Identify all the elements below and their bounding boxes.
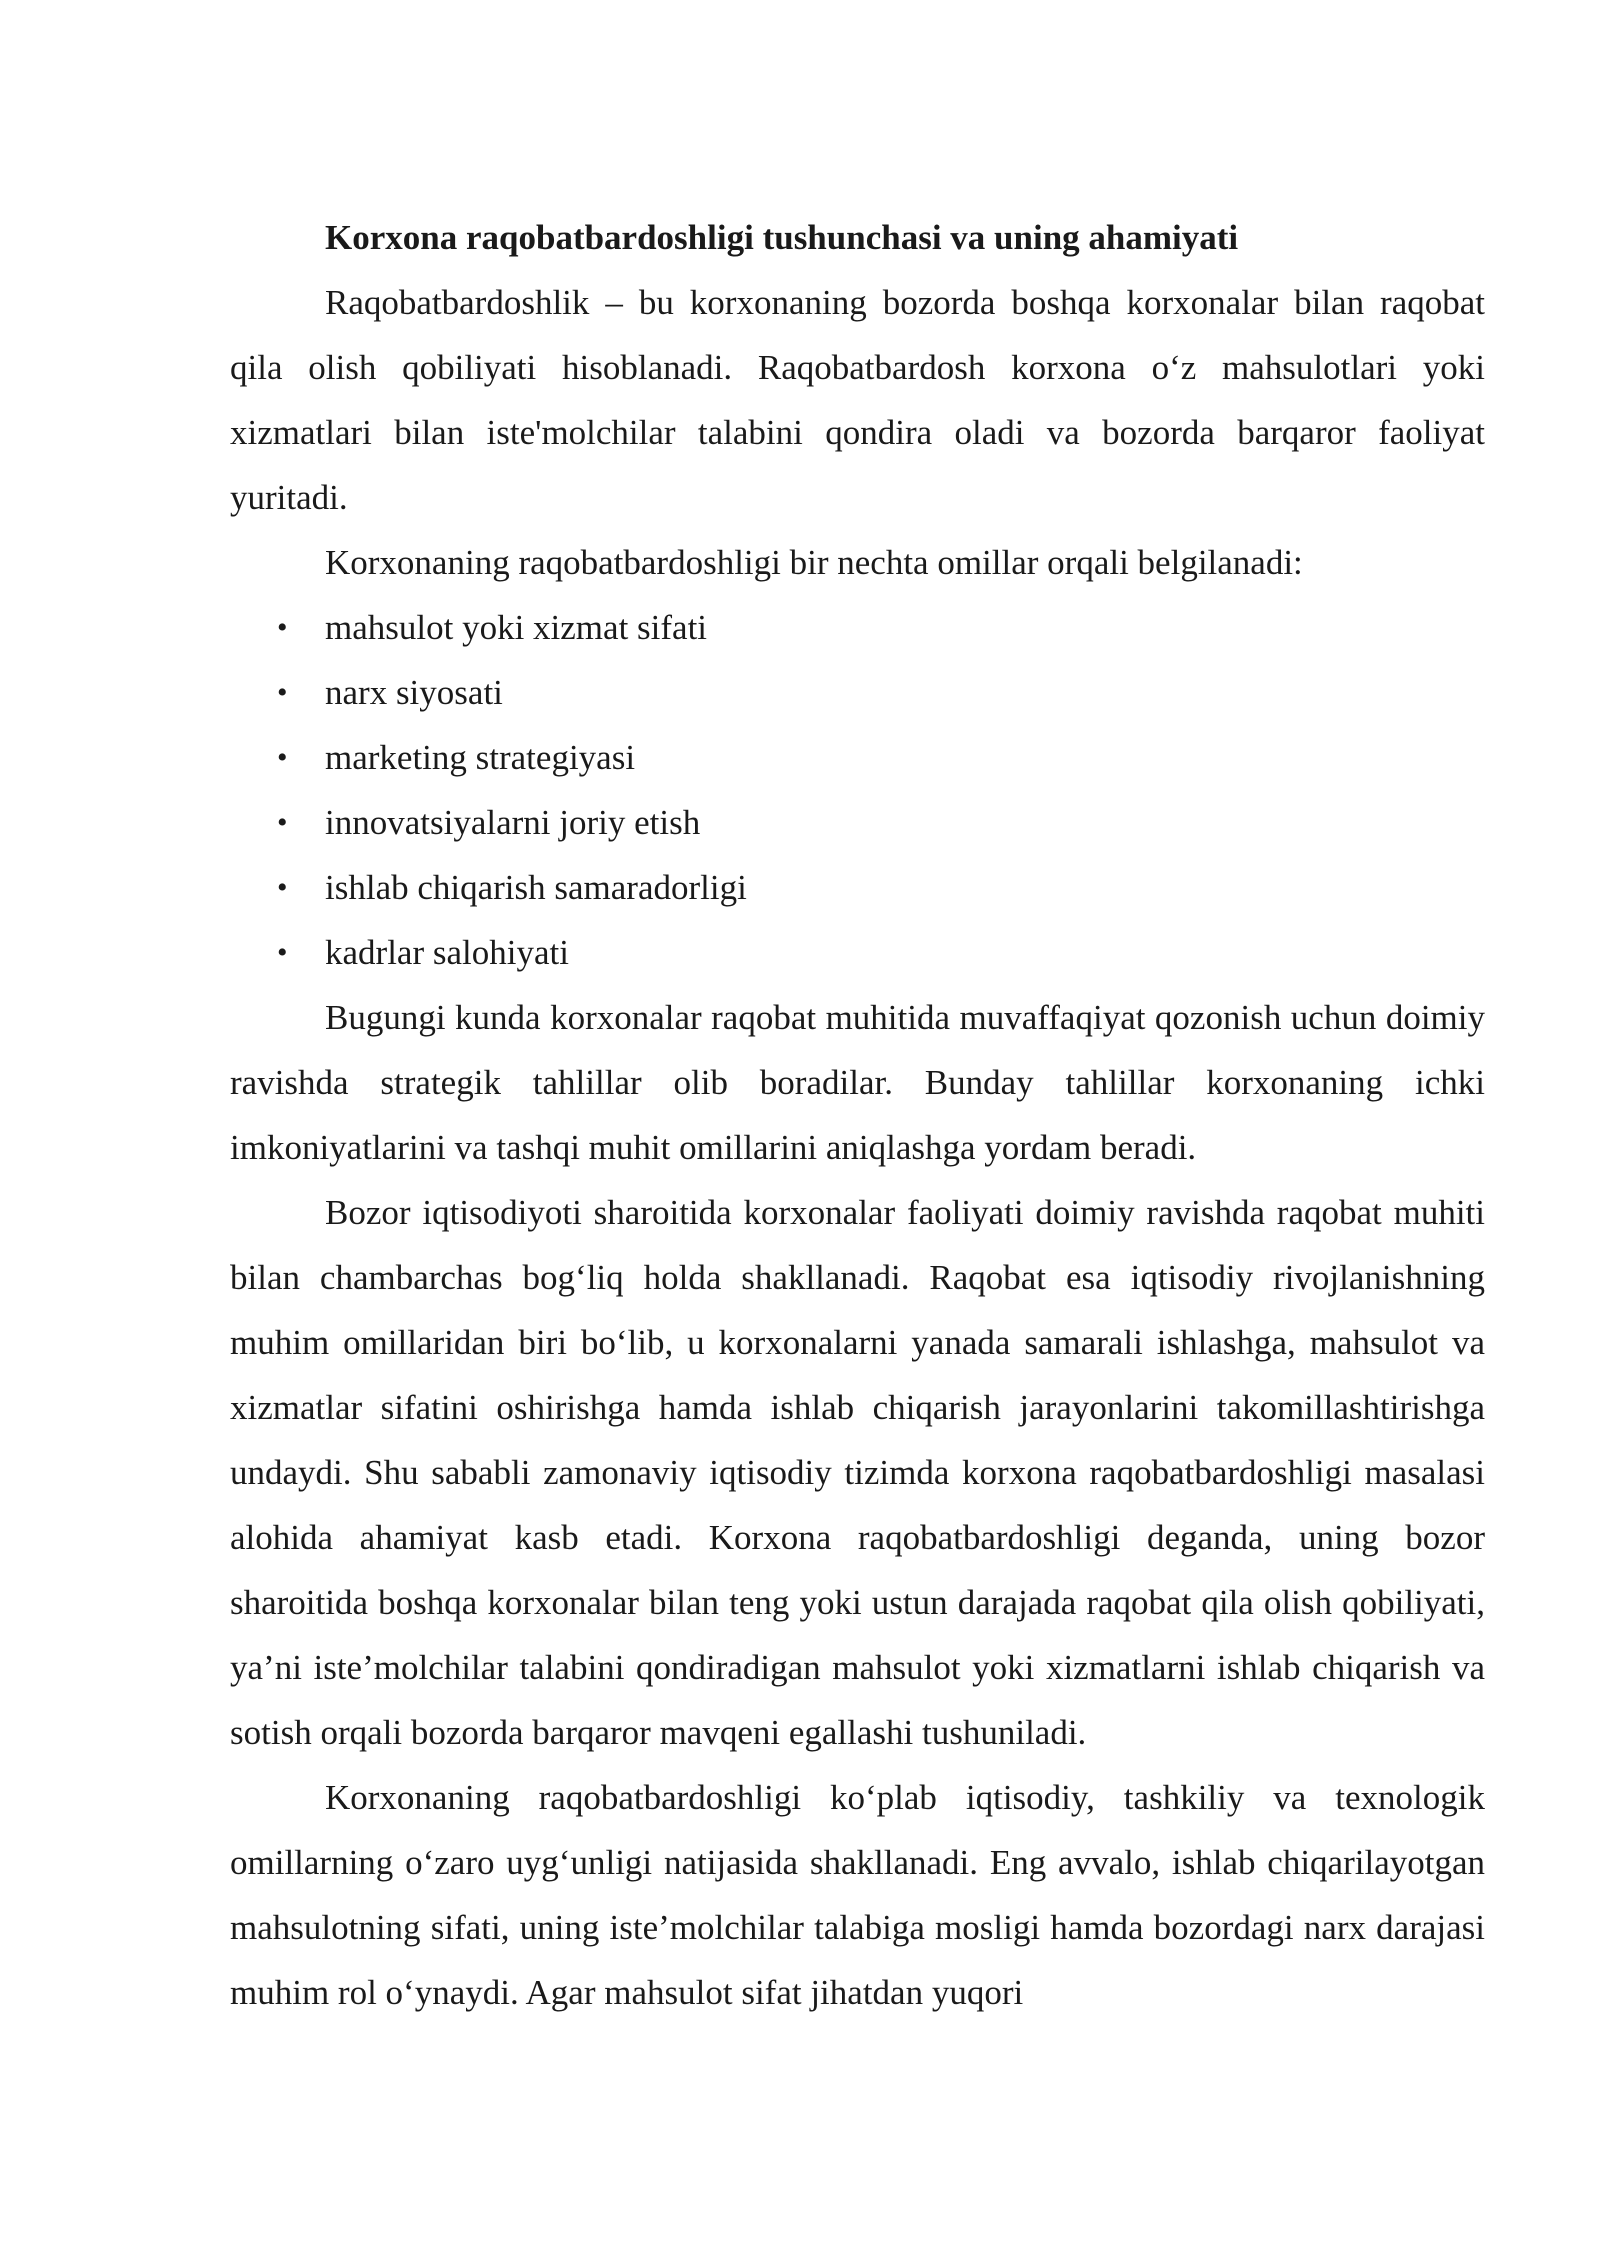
paragraph-market-economy: Bozor iqtisodiyoti sharoitida korxonalar faoliyati doimiy ravishda raqobat muhiti bilan chambarchas bog‘liq holda shakllanadi. Raqobat esa iqtisodiy rivojlanishning muhim omillaridan biri bo‘lib, u korxonalarni yanada samarali ishlashga, mahsulot va xizmatlar sifatini oshirishga hamda ishlab chiqarish jarayonlarini takomillashtirishga undaydi. Shu sababli zamonaviy iqtisodiy tizimda korxona raqobatbardoshligi masalasi alohida ahamiyat kasb etadi. Korxona raqobatbardoshligi deganda, uning bozor sharoitida boshqa korxonalar bilan teng yoki ustun darajada raqobat qila olish qobiliyati, ya’ni iste’molchilar talabini qondiradigan mahsulot yoki xizmatlarni ishlab chiqarish va sotish orqali bozorda barqaror mavqeni egallashi tushuniladi. (230, 1193, 1485, 1752)
bullet-icon: • (277, 806, 288, 839)
bullet-icon: • (277, 741, 288, 774)
list-item (230, 660, 1485, 725)
paragraph-definition: Raqobatbardoshlik – bu korxonaning bozorda boshqa korxonalar bilan raqobat qila olish qobiliyati hisoblanadi. Raqobatbardosh korxona o‘z mahsulotlari yoki xizmatlari bilan iste'molchilar talabini qondira oladi va bozorda barqaror faoliyat yuritadi. (230, 283, 1485, 517)
bullet-icon: • (277, 936, 288, 969)
list-item-text: ishlab chiqarish samaradorligi (325, 868, 747, 907)
factors-list (230, 595, 1485, 985)
list-item (230, 920, 1485, 985)
paragraph-factors-intro: Korxonaning raqobatbardoshligi bir nechta omillar orqali belgilanadi: (325, 543, 1303, 582)
document-page (230, 205, 1485, 2025)
list-item (230, 725, 1485, 790)
bullet-icon: • (277, 676, 288, 709)
bullet-icon: • (277, 871, 288, 904)
list-item (230, 595, 1485, 660)
list-item-text: mahsulot yoki xizmat sifati (325, 608, 708, 647)
paragraph-strategic-analysis: Bugungi kunda korxonalar raqobat muhitida muvaffaqiyat qozonish uchun doimiy ravishda strategik tahlillar olib boradilar. Bunday tahlillar korxonaning ichki imkoniyatlarini va tashqi muhit omillarini aniqlashga yordam beradi. (230, 998, 1485, 1167)
list-item (230, 790, 1485, 855)
list-item-text: innovatsiyalarni joriy etish (325, 803, 701, 842)
bullet-icon: • (277, 611, 288, 644)
list-item-text: kadrlar salohiyati (325, 933, 569, 972)
paragraph-factors-detail: Korxonaning raqobatbardoshligi ko‘plab iqtisodiy, tashkiliy va texnologik omillarning o‘zaro uyg‘unligi natijasida shakllanadi. Eng avvalo, ishlab chiqarilayotgan mahsulotning sifati, uning iste’molchilar talabiga mosligi hamda bozordagi narx darajasi muhim rol o‘ynaydi. Agar mahsulot sifat jihatdan yuqori (230, 1778, 1485, 2012)
list-item-text: marketing strategiyasi (325, 738, 636, 777)
list-item (230, 855, 1485, 920)
document-title: Korxona raqobatbardoshligi tushunchasi va uning ahamiyati (325, 218, 1239, 257)
list-item-text: narx siyosati (325, 673, 503, 712)
